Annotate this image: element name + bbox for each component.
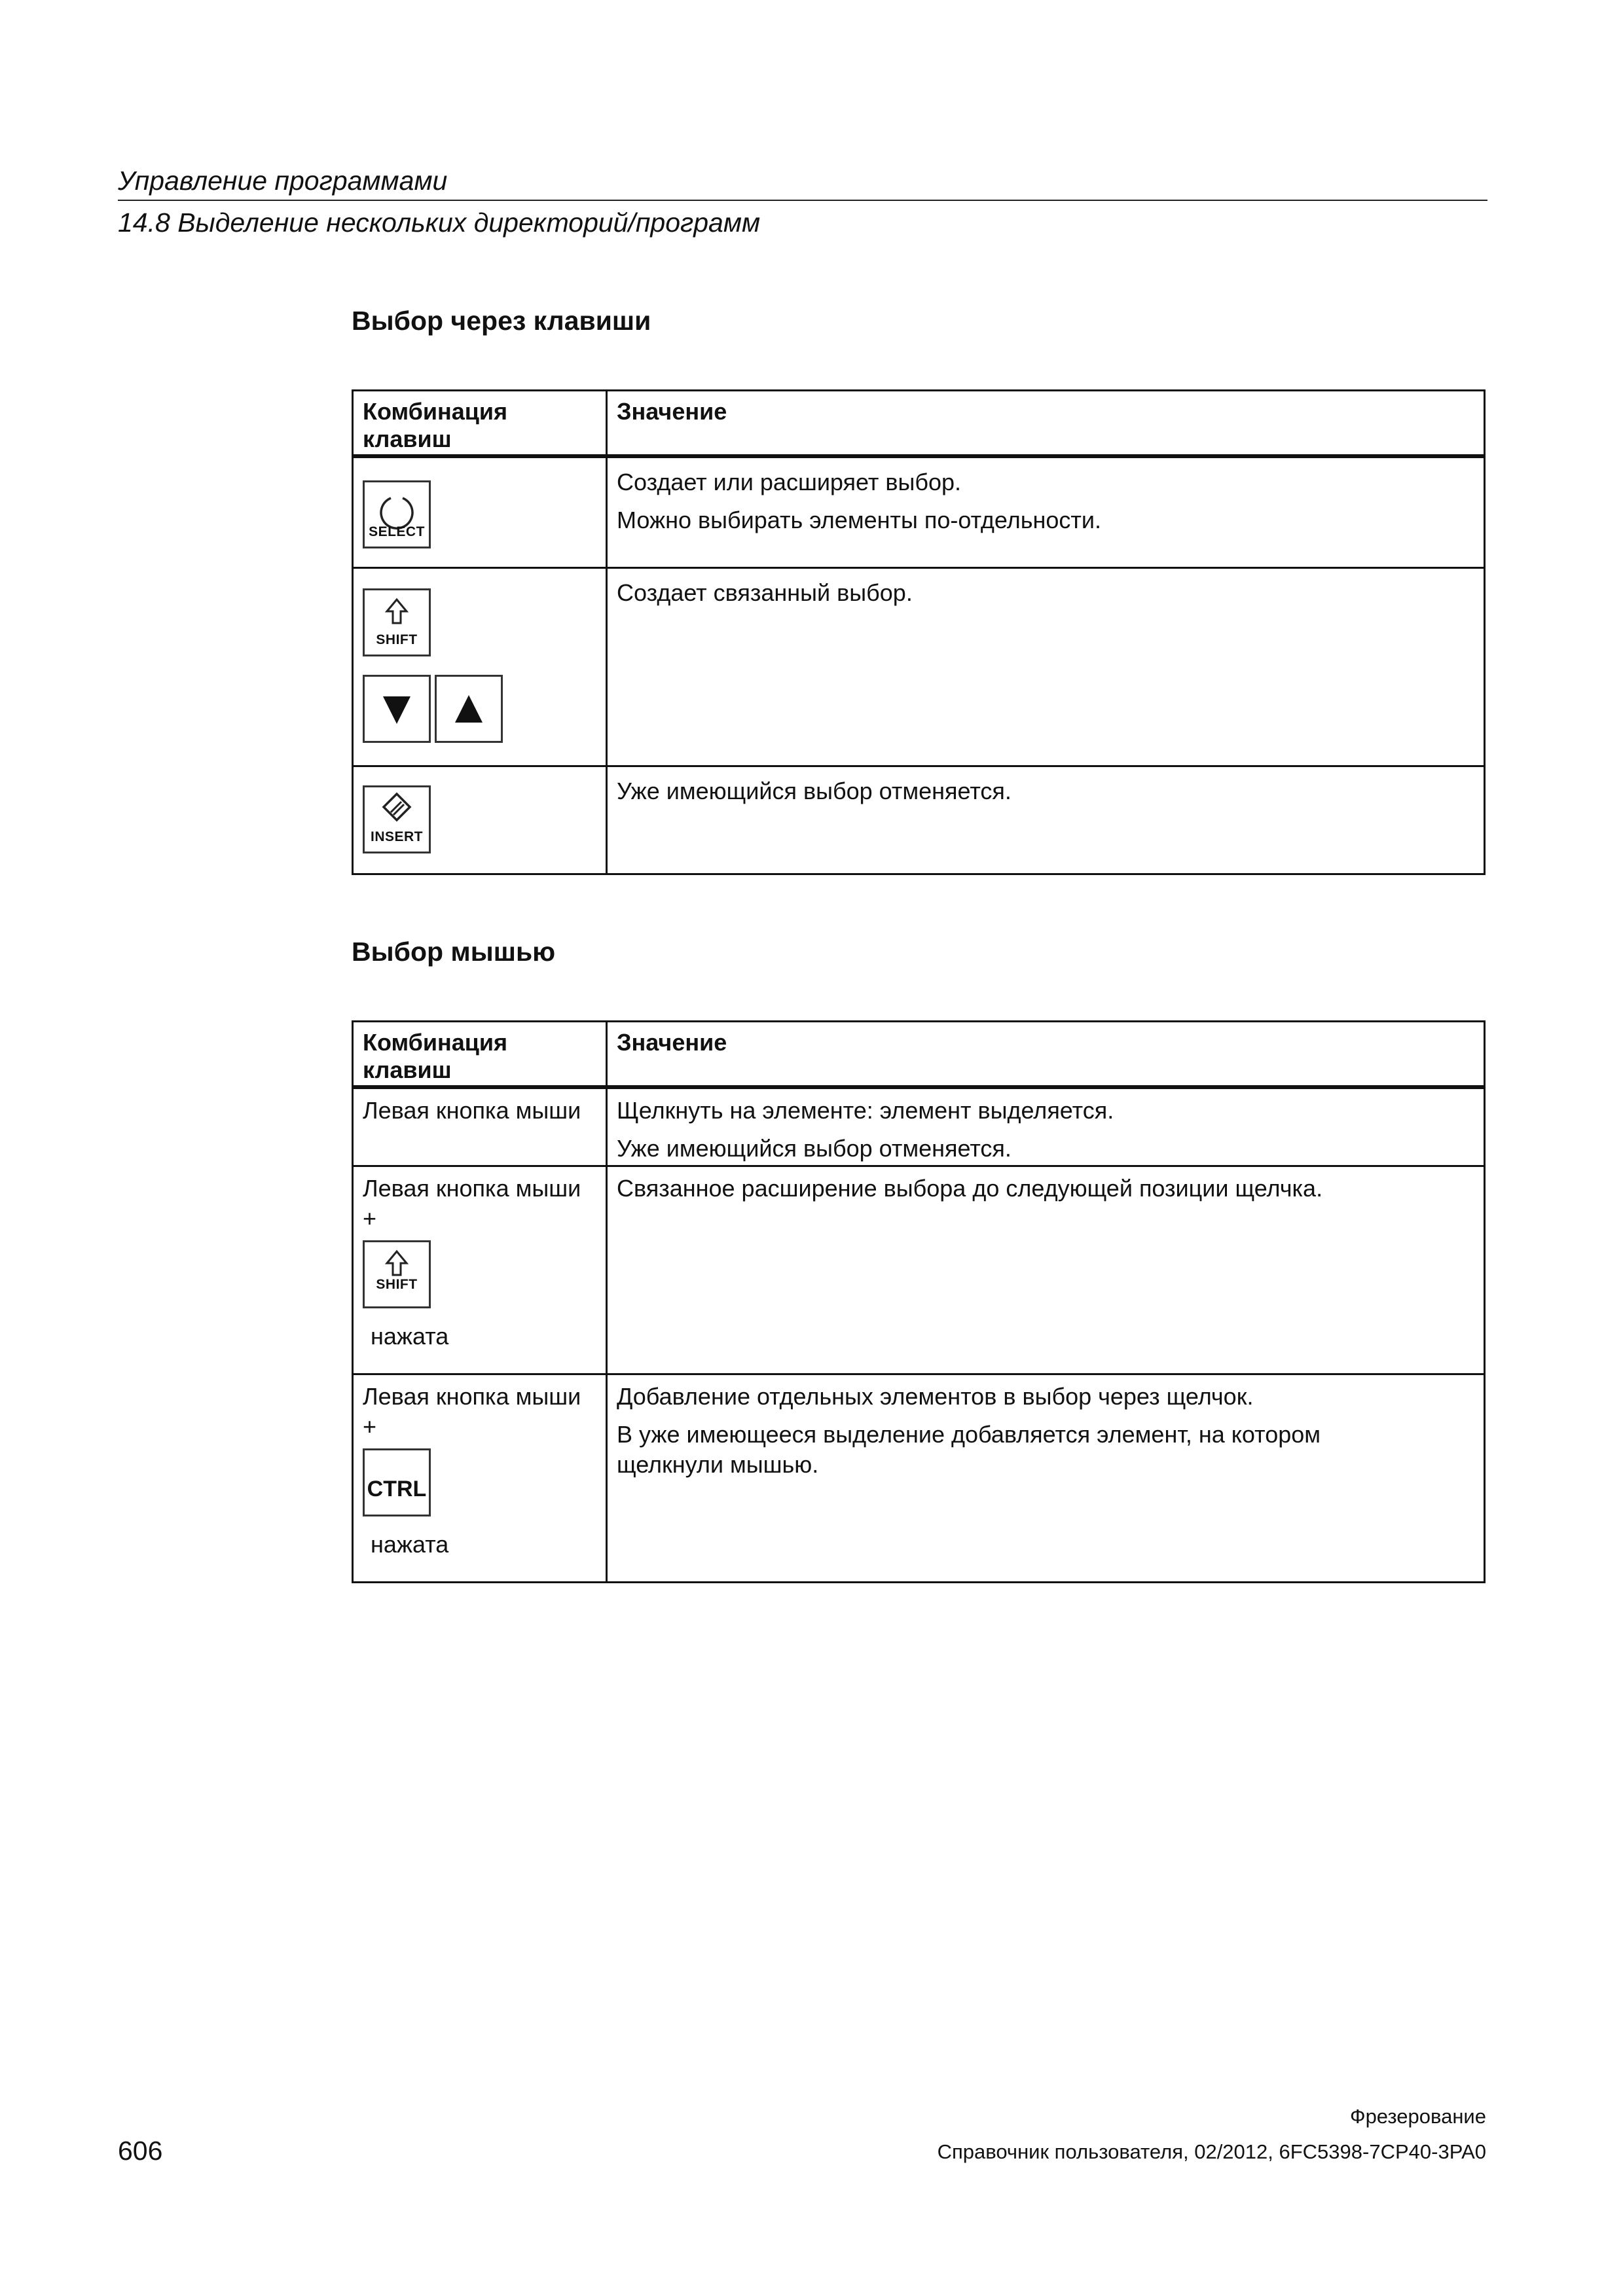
meaning-line: Уже имеющийся выбор отменяется. [617, 1135, 1012, 1162]
meaning-line: Связанное расширение выбора до следующей позиции щелчка. [617, 1174, 1323, 1202]
section-title: 14.8 Выделение нескольких директорий/программ [118, 207, 761, 238]
select-key-label: SELECT [369, 524, 425, 539]
meaning-line: Создает связанный выбор. [617, 579, 913, 606]
meaning-cell [607, 567, 1485, 766]
mouse-button-label: Левая кнопка мыши [363, 1174, 581, 1202]
table-row [353, 567, 1485, 766]
arrow-up-icon [437, 677, 501, 741]
meaning-line: Создает или расширяет выбор. [617, 469, 962, 495]
plus-sign: + [363, 1412, 377, 1440]
table-row [353, 1374, 1485, 1582]
footer-reference: Справочник пользователя, 02/2012, 6FC5398-7CP40-3PA0 [937, 2140, 1486, 2163]
meaning-cell [607, 1374, 1485, 1582]
keys-table [352, 389, 1486, 875]
pressed-label: нажата [371, 1322, 449, 1350]
insert-key-label: INSERT [370, 829, 423, 844]
meaning-line: Щелкнуть на элементе: элемент выделяется. [617, 1097, 1114, 1124]
table-row [353, 456, 1485, 567]
col-header-keys: Комбинация клавиш [353, 391, 607, 457]
keys-section-title: Выбор через клавиши [352, 306, 651, 336]
mouse-button-label: Левая кнопка мыши [363, 1382, 581, 1410]
mouse-button-label: Левая кнопка мыши [363, 1097, 581, 1124]
meaning-cell [607, 1166, 1485, 1374]
meaning-line: Добавление отдельных элементов в выбор через щелчок. [617, 1382, 1254, 1410]
col-header-keys: Комбинация клавиш [353, 1022, 607, 1088]
meaning-line: Можно выбирать элементы по-отдельности. [617, 507, 1101, 533]
arrow-down-icon [365, 677, 429, 741]
mouse-table [352, 1020, 1486, 1583]
arrow-keys [363, 675, 606, 743]
shift-key [363, 588, 431, 656]
chapter-title: Управление программами [118, 166, 448, 196]
shift-key-label: SHIFT [376, 632, 418, 647]
arrow-down-key [363, 675, 431, 743]
page-number: 606 [118, 2136, 163, 2166]
select-key [363, 480, 431, 548]
meaning-line: В уже имеющееся выделение добавляется элемент, на котором щелкнули мышью. [617, 1420, 1321, 1478]
arrow-up-key [435, 675, 503, 743]
shift-key-label: SHIFT [376, 1276, 418, 1292]
mouse-section-title: Выбор мышью [352, 937, 556, 967]
meaning-cell [607, 1087, 1485, 1166]
ctrl-key [363, 1448, 431, 1516]
meaning-cell [607, 456, 1485, 567]
col-header-meaning: Значение [607, 1022, 1485, 1088]
mouse-table-header [353, 1022, 1485, 1088]
meaning-cell [607, 766, 1485, 874]
plus-sign: + [363, 1204, 377, 1232]
ctrl-key-label: CTRL [367, 1476, 427, 1501]
pressed-label: нажата [371, 1530, 449, 1558]
table-row [353, 766, 1485, 874]
meaning-line: Уже имеющийся выбор отменяется. [617, 777, 1012, 804]
table-row [353, 1166, 1485, 1374]
table-row [353, 1087, 1485, 1166]
shift-key [363, 1240, 431, 1308]
col-header-meaning: Значение [607, 391, 1485, 457]
keys-table-header [353, 391, 1485, 457]
footer-book-title: Фрезерование [1350, 2105, 1486, 2128]
insert-key [363, 785, 431, 853]
header-rule [118, 200, 1487, 201]
